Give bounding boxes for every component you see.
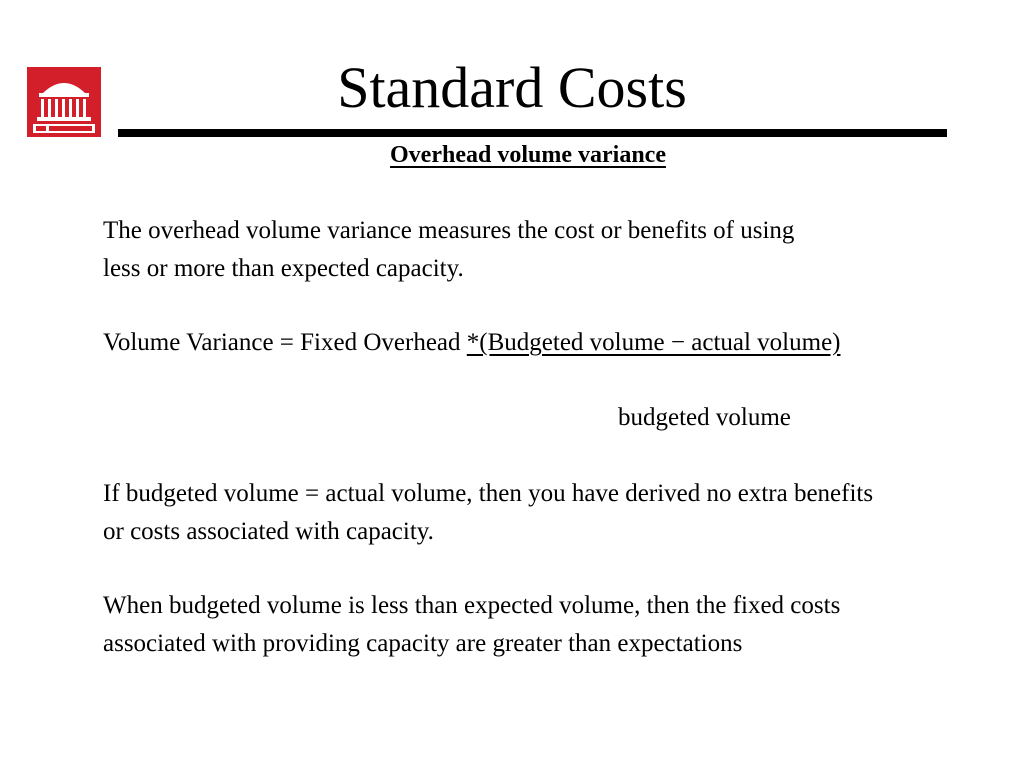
less-case-paragraph bbox=[103, 587, 840, 663]
slide-subtitle: Overhead volume variance bbox=[390, 142, 666, 168]
intro-paragraph bbox=[103, 212, 794, 288]
intro-line-2: less or more than expected capacity. bbox=[103, 255, 464, 282]
formula-numerator: *(Budgeted volume − actual volume) bbox=[466, 329, 841, 356]
intro-line-1: The overhead volume variance measures the cost or benefits of using bbox=[103, 217, 795, 244]
formula-line bbox=[103, 324, 841, 362]
equal-case-line-1: If budgeted volume = actual volume, then you have derived no extra benefits bbox=[103, 480, 874, 507]
formula-lhs: Volume Variance = Fixed Overhead bbox=[103, 329, 467, 356]
equal-case-line-2: or costs associated with capacity. bbox=[103, 518, 434, 545]
equal-case-paragraph bbox=[103, 475, 873, 551]
slide-title: Standard Costs bbox=[337, 55, 687, 120]
less-case-line-2: associated with providing capacity are greater than expectations bbox=[103, 630, 743, 657]
less-case-line-1: When budgeted volume is less than expected volume, then the fixed costs bbox=[103, 592, 841, 619]
formula-denominator: budgeted volume bbox=[618, 404, 791, 431]
title-divider bbox=[118, 129, 947, 137]
